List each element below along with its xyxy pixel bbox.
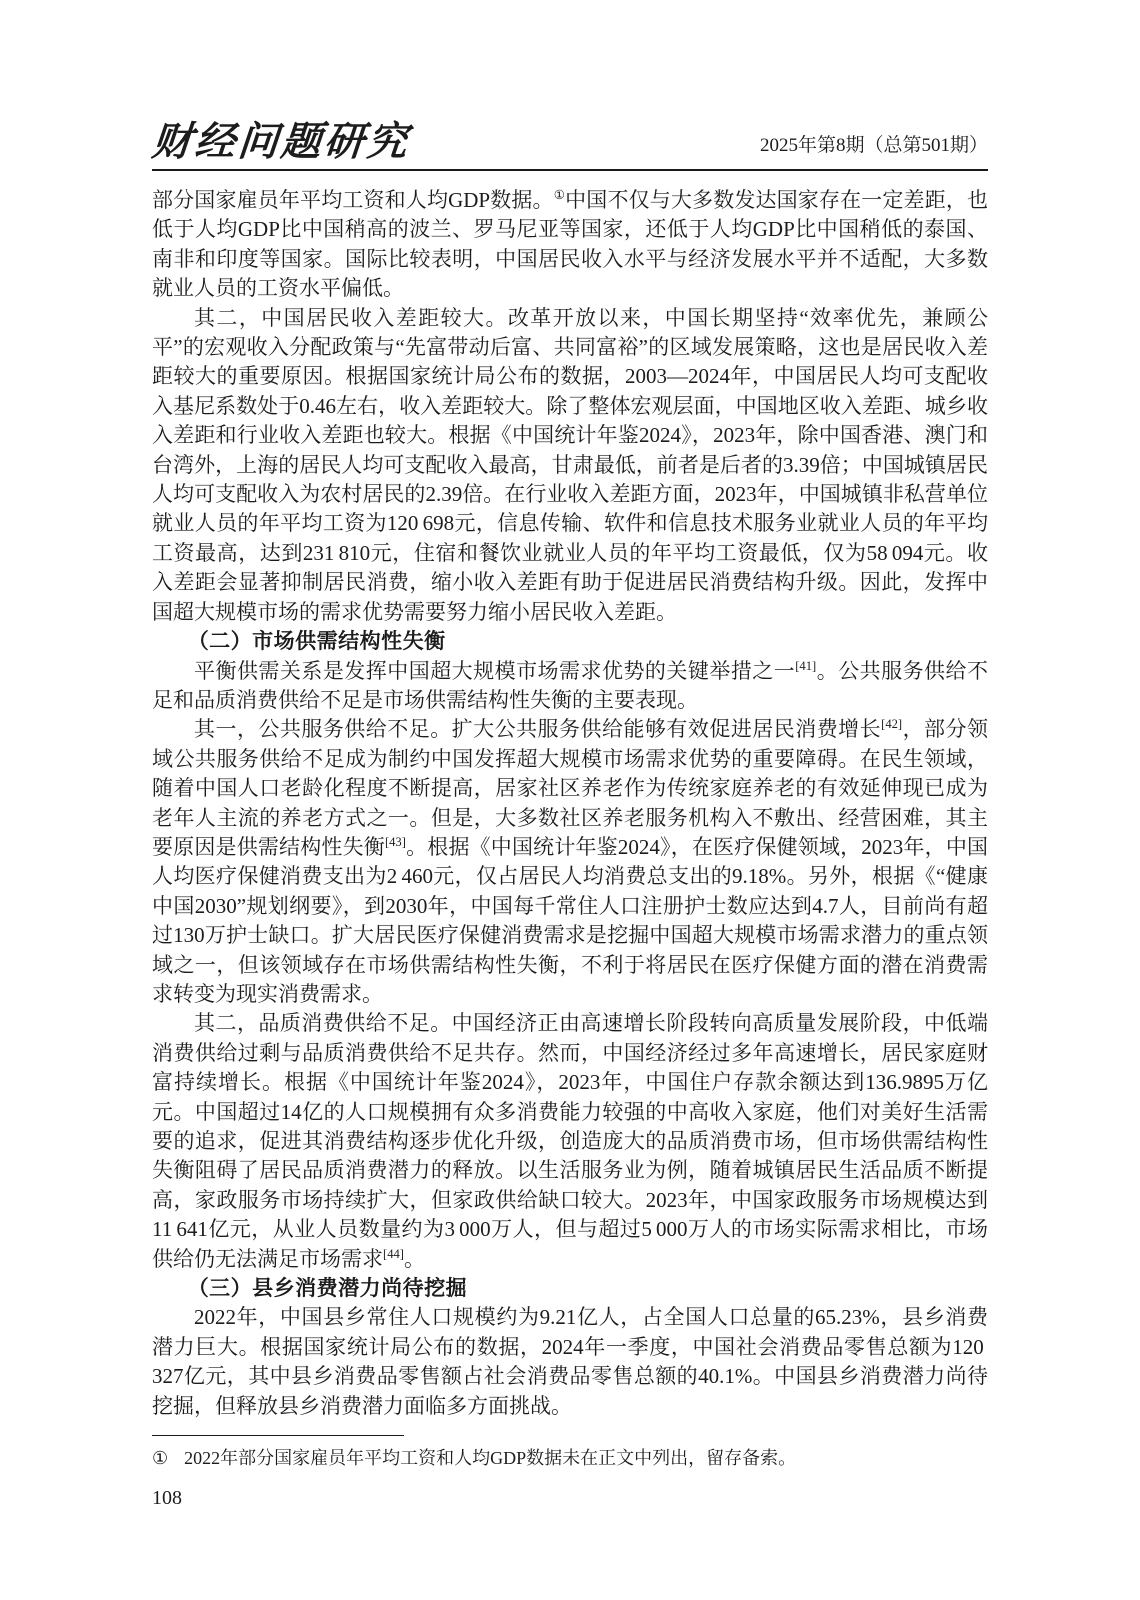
page-header: [152, 0, 988, 164]
page-number: 108: [152, 1487, 182, 1510]
footnote-separator: [152, 1435, 404, 1436]
journal-logo: 财经问题研究: [150, 119, 413, 164]
paragraph: 其一，公共服务供给不足。扩大公共服务供给能够有效促进居民消费增长[42]，部分领域公共服务供给不足成为制约中国发挥超大规模市场需求优势的重要障碍。在民生领域，随着中国人口老龄化程度不断提高，居家社区养老作为传统家庭养老的有效延伸现已成为老年人主流的养老方式之一。但是，大多数社区养老服务机构入不敷出、经营困难，其主要原因是供需结构性失衡[43]。根据《中国统计年鉴2024》，在医疗保健领域，2023年，中国人均医疗保健消费支出为2 460元，仅占居民人均消费总支出的9.18%。另外，根据《“健康中国2030”规划纲要》，到2030年，中国每千常住人口注册护士数应达到4.7人，目前尚有超过130万护士缺口。扩大居民医疗保健消费需求是挖掘中国超大规模市场需求潜力的重点领域之一，但该领域存在市场供需结构性失衡，不利于将居民在医疗保健方面的潜在消费需求转变为现实消费需求。: [152, 717, 988, 1006]
footnote-text: 2022年部分国家雇员年平均工资和人均GDP数据未在正文中列出，留存备索。: [184, 1448, 797, 1469]
paragraph: 平衡供需关系是发挥中国超大规模市场需求优势的关键举措之一[41]。公共服务供给不足和品质消费供给不足是市场供需结构性失衡的主要表现。: [152, 658, 988, 712]
section-heading: （三）县乡消费潜力尚待挖掘: [187, 1277, 468, 1301]
issue-info: 2025年第8期（总第501期）: [759, 135, 988, 156]
superscript-ref: [41]: [795, 658, 817, 673]
superscript-ref: [42]: [881, 717, 903, 732]
footnote-marker: ①: [152, 1448, 169, 1469]
superscript-ref: [44]: [383, 1246, 404, 1261]
footnote: [152, 1445, 988, 1471]
superscript-ref: ①: [553, 188, 566, 202]
section-heading: （二）市场供需结构性失衡: [187, 630, 446, 654]
paragraph: 2022年，中国县乡常住人口规模约为9.21亿人，占全国人口总量的65.23%，县乡消费潜力巨大。根据国家统计局公布的数据，2024年一季度，中国社会消费品零售总额为120 327亿元，其中县乡消费品零售额占社会消费品零售总额的40.1%。中国县乡消费潜力尚待挖掘，但释放县乡消费潜力面临多方面挑战。: [152, 1305, 988, 1418]
paragraph: 部分国家雇员年平均工资和人均GDP数据。①中国不仅与大多数发达国家存在一定差距，也低于人均GDP比中国稍高的波兰、罗马尼亚等国家，还低于人均GDP比中国稍低的泰国、南非和印度等国家。国际比较表明，中国居民收入水平与经济发展水平并不适配，大多数就业人员的工资水平偏低。: [152, 188, 988, 301]
paragraph: 其二，品质消费供给不足。中国经济正由高速增长阶段转向高质量发展阶段，中低端消费供给过剩与品质消费供给不足共存。然而，中国经济经过多年高速增长，居民家庭财富持续增长。根据《中国统计年鉴2024》，2023年，中国住户存款余额达到136.9895万亿元。中国超过14亿的人口规模拥有众多消费能力较强的中高收入家庭，他们对美好生活需要的追求，促进其消费结构逐步优化升级，创造庞大的品质消费市场，但市场供需结构性失衡阻碍了居民品质消费潜力的释放。以生活服务业为例，随着城镇居民生活品质不断提高，家政服务市场持续扩大，但家政供给缺口较大。2023年，中国家政服务市场规模达到11 641亿元，从业人员数量约为3 000万人，但与超过5 000万人的市场实际需求相比，市场供给仍无法满足市场需求[44]。: [152, 1011, 988, 1271]
article-body: [152, 186, 988, 1421]
paragraph: 其二，中国居民收入差距较大。改革开放以来，中国长期坚持“效率优先，兼顾公平”的宏观收入分配政策与“先富带动后富、共同富裕”的区域发展策略，这也是居民收入差距较大的重要原因。根据国家统计局公布的数据，2003—2024年，中国居民人均可支配收入基尼系数处于0.46左右，收入差距较大。除了整体宏观层面，中国地区收入差距、城乡收入差距和行业收入差距也较大。根据《中国统计年鉴2024》，2023年，除中国香港、澳门和台湾外，上海的居民人均可支配收入最高，甘肃最低，前者是后者的3.39倍；中国城镇居民人均可支配收入为农村居民的2.39倍。在行业收入差距方面，2023年，中国城镇非私营单位就业人员的年平均工资为120 698元，信息传输、软件和信息技术服务业就业人员的年平均工资最高，达到231 810元，住宿和餐饮业就业人员的年平均工资最低，仅为58 094元。收入差距会显著抑制居民消费，缩小收入差距有助于促进居民消费结构升级。因此，发挥中国超大规模市场的需求优势需要努力缩小居民收入差距。: [152, 305, 988, 624]
header-rule: [152, 169, 988, 171]
superscript-ref: [43]: [384, 834, 406, 849]
